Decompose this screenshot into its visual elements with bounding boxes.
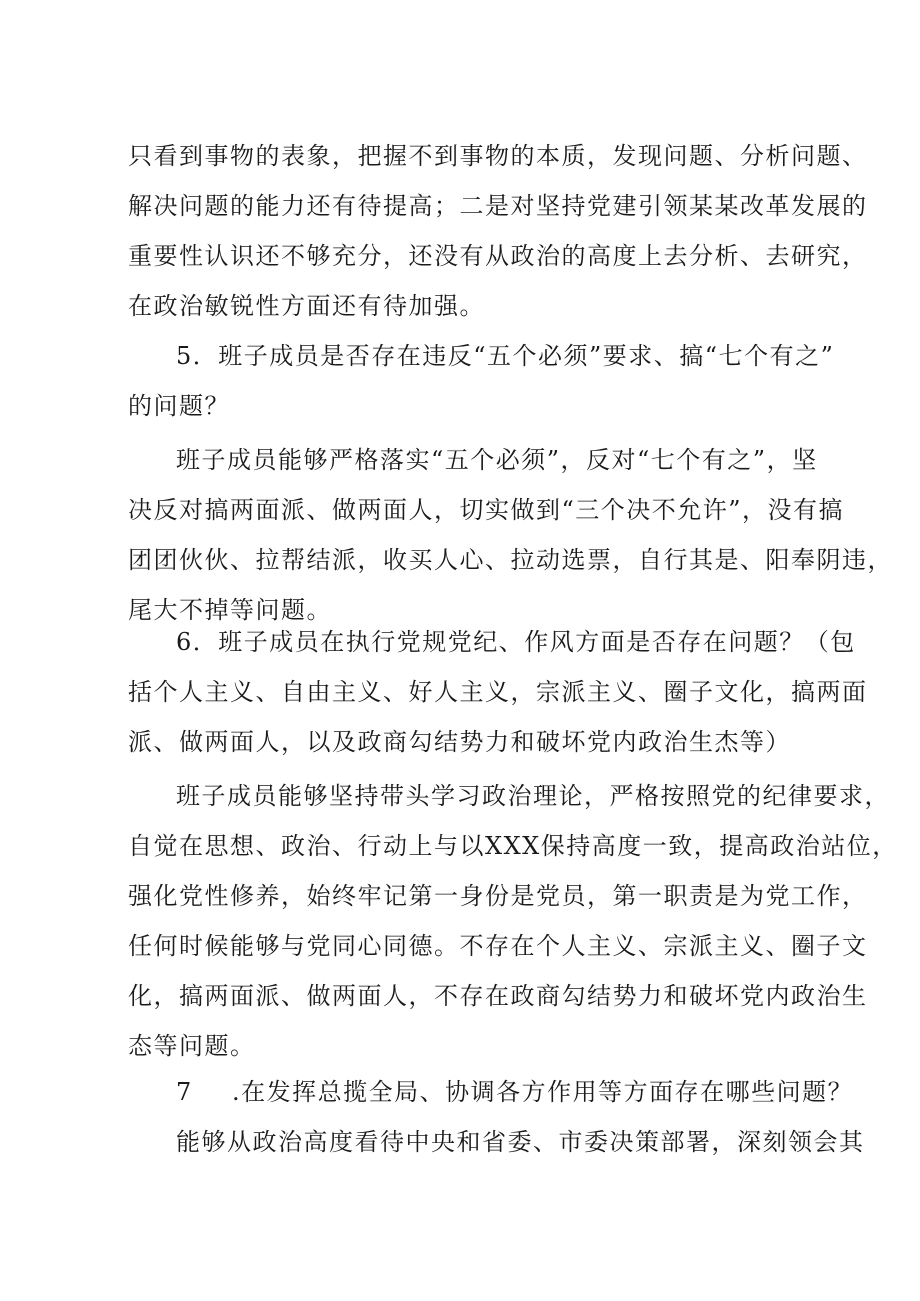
paragraph-line: 解决问题的能力还有待提高；二是对坚持党建引领某某改革发展的	[128, 192, 868, 220]
question-6-line: 派、做两面人，以及政商勾结势力和破坏党内政治生杰等）	[128, 728, 791, 756]
paragraph-line: 只看到事物的表象，把握不到事物的本质，发现问题、分析问题、	[128, 142, 868, 170]
question-7	[176, 1076, 854, 1108]
question-6-line: 括个人主义、自由主义、好人主义，宗派主义、圈子文化，搞两面	[128, 678, 868, 706]
answer-7-line: 能够从政治高度看待中央和省委、市委决策部署，深刻领会其	[176, 1128, 865, 1156]
answer-6-line: 化，搞两面派、做两面人，不存在政商勾结势力和破坏党内政治生	[128, 982, 868, 1010]
question-5-line: 的问题？	[128, 392, 230, 420]
question-5-line: 5．班子成员是否存在违反“五个必须”要求、搞“七个有之”	[176, 342, 835, 370]
paragraph-line: 在政治敏锐性方面还有待加强。	[128, 292, 485, 320]
answer-6-line: 强化党性修养，始终牢记第一身份是党员，第一职责是为党工作，	[128, 882, 868, 910]
question-7-number: 7	[176, 1078, 193, 1106]
question-7-text: .在发挥总揽全局、协调各方作用等方面存在哪些问题？	[232, 1078, 854, 1106]
answer-5-line: 团团伙伙、拉帮结派，收买人心、拉动选票，自行其是、阳奉阴违，	[128, 546, 893, 574]
answer-5-line: 班子成员能够严格落实“五个必须”，反对“七个有之”，坚	[176, 446, 818, 474]
answer-6-line: 自觉在思想、政治、行动上与以XXX保持高度一致，提高政治站位，	[128, 832, 898, 860]
paragraph-line: 重要性认识还不够充分，还没有从政治的高度上去分析、去研究，	[128, 242, 868, 270]
question-6-line: 6．班子成员在执行党规党纪、作风方面是否存在问题？（包	[176, 628, 856, 656]
answer-5-line: 决反对搞两面派、做两面人，切实做到“三个决不允许”，没有搞	[128, 496, 845, 524]
answer-6-line: 态等问题。	[128, 1032, 256, 1060]
answer-6-line: 任何时候能够与党同心同德。不存在个人主义、宗派主义、圈子文	[128, 932, 868, 960]
answer-6-line: 班子成员能够坚持带头学习政治理论，严格按照党的纪律要求，	[176, 782, 890, 810]
answer-5-line: 尾大不掉等问题。	[128, 596, 332, 624]
